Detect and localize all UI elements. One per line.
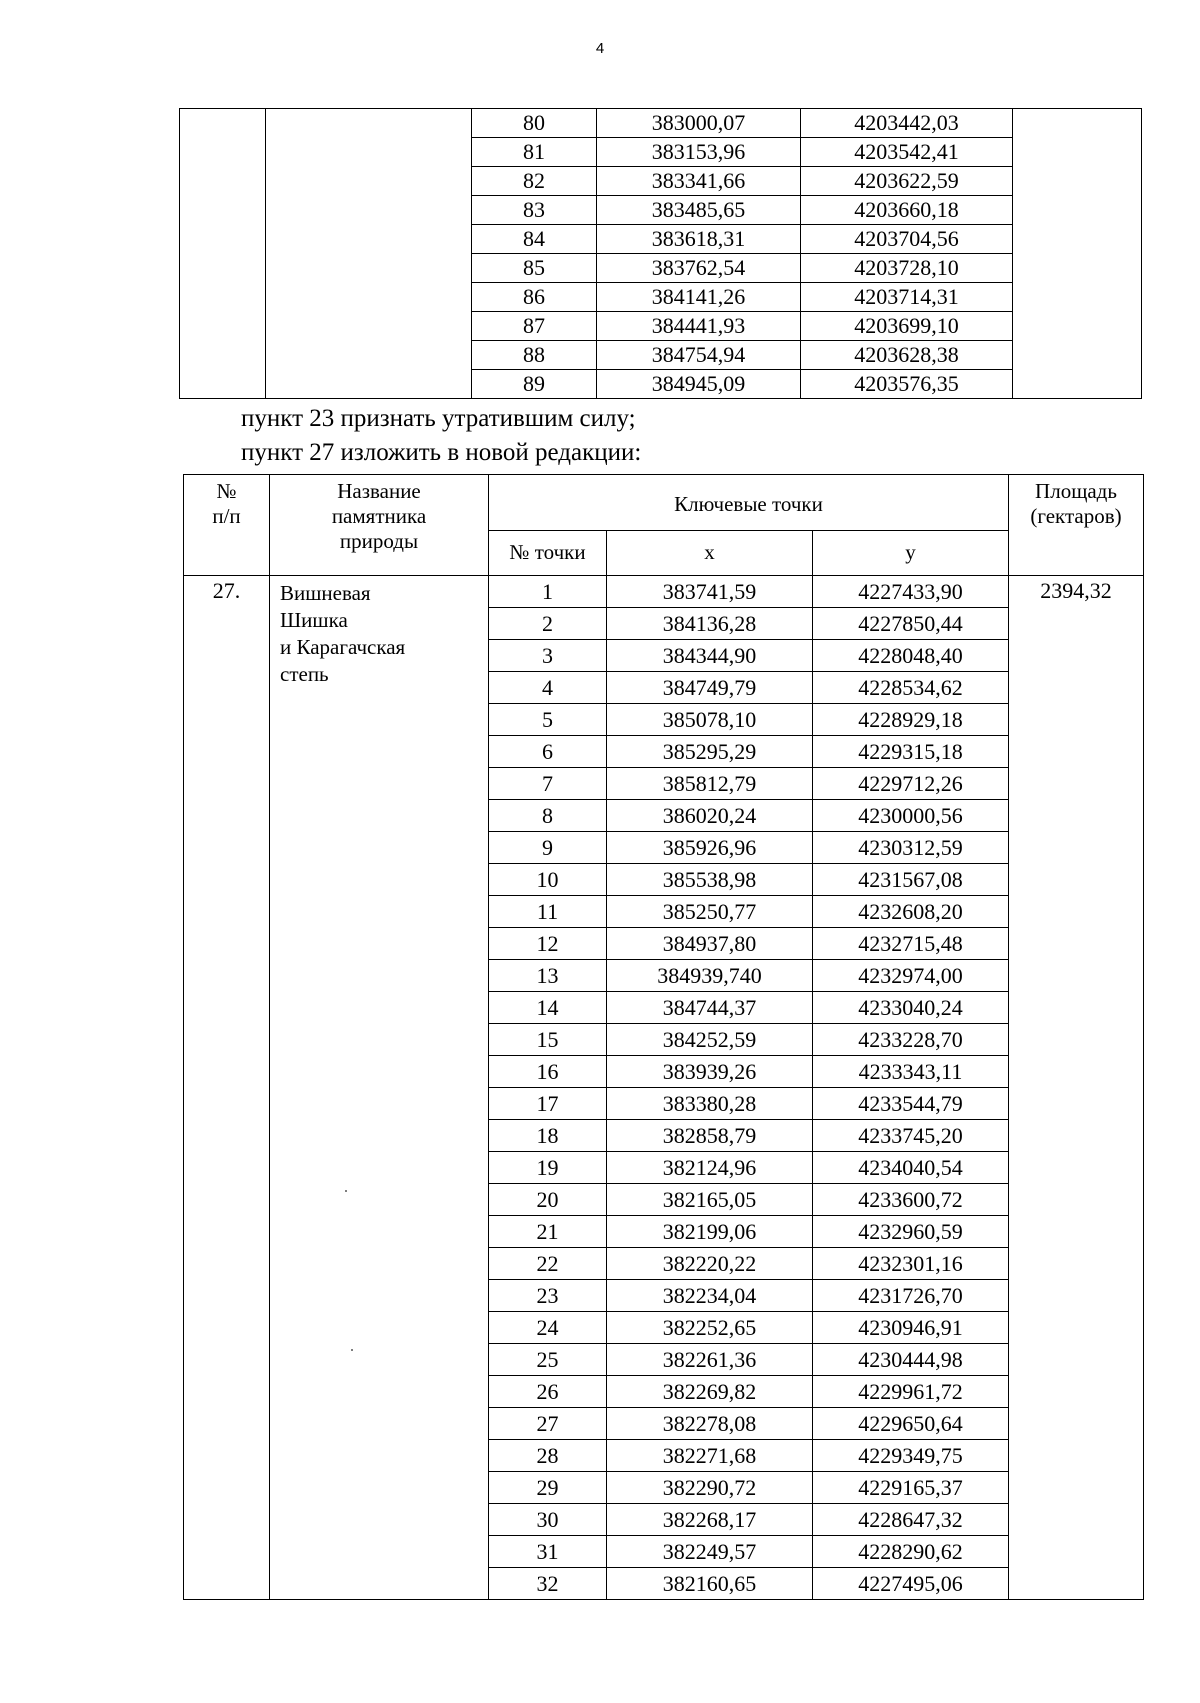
x-coordinate-cell: 382124,96 (607, 1152, 813, 1184)
y-coordinate-cell: 4232301,16 (813, 1248, 1009, 1280)
point-number-cell: 89 (472, 370, 597, 399)
x-coordinate-cell: 382268,17 (607, 1504, 813, 1536)
y-coordinate-cell: 4233600,72 (813, 1184, 1009, 1216)
point-number-cell: 13 (489, 960, 607, 992)
x-coordinate-cell: 383762,54 (597, 254, 801, 283)
y-coordinate-cell: 4232715,48 (813, 928, 1009, 960)
point-number-cell: 20 (489, 1184, 607, 1216)
y-coordinate-cell: 4229961,72 (813, 1376, 1009, 1408)
x-coordinate-cell: 383741,59 (607, 576, 813, 608)
empty-cell (180, 109, 266, 399)
y-coordinate-cell: 4230444,98 (813, 1344, 1009, 1376)
point-number-cell: 22 (489, 1248, 607, 1280)
header-number: № п/п (184, 475, 270, 576)
x-coordinate-cell: 385812,79 (607, 768, 813, 800)
y-coordinate-cell: 4232960,59 (813, 1216, 1009, 1248)
y-coordinate-cell: 4233745,20 (813, 1120, 1009, 1152)
paragraph-item-27: пункт 27 изложить в новой редакции: (241, 439, 642, 466)
point-number-cell: 23 (489, 1280, 607, 1312)
point-number-cell: 29 (489, 1472, 607, 1504)
x-coordinate-cell: 382261,36 (607, 1344, 813, 1376)
x-coordinate-cell: 385078,10 (607, 704, 813, 736)
point-number-cell: 24 (489, 1312, 607, 1344)
y-coordinate-cell: 4203699,10 (801, 312, 1013, 341)
point-number-cell: 85 (472, 254, 597, 283)
point-number-cell: 83 (472, 196, 597, 225)
x-coordinate-cell: 384939,740 (607, 960, 813, 992)
x-coordinate-cell: 385250,77 (607, 896, 813, 928)
y-coordinate-cell: 4227850,44 (813, 608, 1009, 640)
monument-name-cell (270, 576, 489, 1600)
table-body (184, 576, 1144, 1600)
table-row (184, 576, 1144, 608)
table-row (180, 109, 1142, 138)
area-cell: 2394,32 (1009, 576, 1144, 1600)
scan-speck (351, 1349, 353, 1351)
y-coordinate-cell: 4230000,56 (813, 800, 1009, 832)
point-number-cell: 32 (489, 1568, 607, 1600)
point-number-cell: 87 (472, 312, 597, 341)
y-coordinate-cell: 4203442,03 (801, 109, 1013, 138)
y-coordinate-cell: 4203542,41 (801, 138, 1013, 167)
x-coordinate-cell: 384441,93 (597, 312, 801, 341)
point-number-cell: 11 (489, 896, 607, 928)
x-coordinate-cell: 384754,94 (597, 341, 801, 370)
x-coordinate-cell: 383153,96 (597, 138, 801, 167)
x-coordinate-cell: 384937,80 (607, 928, 813, 960)
point-number-cell: 80 (472, 109, 597, 138)
y-coordinate-cell: 4203660,18 (801, 196, 1013, 225)
x-coordinate-cell: 384136,28 (607, 608, 813, 640)
header-point-number: № точки (489, 531, 607, 576)
x-coordinate-cell: 386020,24 (607, 800, 813, 832)
y-coordinate-cell: 4228647,32 (813, 1504, 1009, 1536)
point-number-cell: 28 (489, 1440, 607, 1472)
x-coordinate-cell: 382271,68 (607, 1440, 813, 1472)
y-coordinate-cell: 4203576,35 (801, 370, 1013, 399)
y-coordinate-cell: 4203704,56 (801, 225, 1013, 254)
point-number-cell: 7 (489, 768, 607, 800)
table-header (184, 475, 1144, 576)
x-coordinate-cell: 382234,04 (607, 1280, 813, 1312)
y-coordinate-cell: 4203714,31 (801, 283, 1013, 312)
page-number: 4 (595, 40, 605, 57)
point-number-cell: 2 (489, 608, 607, 640)
point-number-cell: 26 (489, 1376, 607, 1408)
y-coordinate-cell: 4203728,10 (801, 254, 1013, 283)
y-coordinate-cell: 4231567,08 (813, 864, 1009, 896)
y-coordinate-cell: 4230312,59 (813, 832, 1009, 864)
y-coordinate-cell: 4227433,90 (813, 576, 1009, 608)
x-coordinate-cell: 382220,22 (607, 1248, 813, 1280)
x-coordinate-cell: 382249,57 (607, 1536, 813, 1568)
point-number-cell: 8 (489, 800, 607, 832)
y-coordinate-cell: 4229650,64 (813, 1408, 1009, 1440)
point-number-cell: 17 (489, 1088, 607, 1120)
coordinates-table-continued-body (180, 109, 1142, 399)
x-coordinate-cell: 384744,37 (607, 992, 813, 1024)
scan-speck (345, 1190, 347, 1192)
point-number-cell: 4 (489, 672, 607, 704)
point-number-cell: 3 (489, 640, 607, 672)
header-key-points: Ключевые точки (489, 475, 1009, 531)
x-coordinate-cell: 383000,07 (597, 109, 801, 138)
y-coordinate-cell: 4229165,37 (813, 1472, 1009, 1504)
x-coordinate-cell: 382199,06 (607, 1216, 813, 1248)
point-number-cell: 5 (489, 704, 607, 736)
point-number-cell: 16 (489, 1056, 607, 1088)
x-coordinate-cell: 384945,09 (597, 370, 801, 399)
x-coordinate-cell: 383618,31 (597, 225, 801, 254)
y-coordinate-cell: 4203628,38 (801, 341, 1013, 370)
y-coordinate-cell: 4228929,18 (813, 704, 1009, 736)
y-coordinate-cell: 4230946,91 (813, 1312, 1009, 1344)
x-coordinate-cell: 382160,65 (607, 1568, 813, 1600)
point-number-cell: 82 (472, 167, 597, 196)
y-coordinate-cell: 4234040,54 (813, 1152, 1009, 1184)
x-coordinate-cell: 384749,79 (607, 672, 813, 704)
empty-cell (266, 109, 472, 399)
point-number-cell: 6 (489, 736, 607, 768)
point-number-cell: 84 (472, 225, 597, 254)
header-x: x (607, 531, 813, 576)
header-y: y (813, 531, 1009, 576)
x-coordinate-cell: 382165,05 (607, 1184, 813, 1216)
x-coordinate-cell: 383341,66 (597, 167, 801, 196)
point-number-cell: 31 (489, 1536, 607, 1568)
point-number-cell: 14 (489, 992, 607, 1024)
point-number-cell: 21 (489, 1216, 607, 1248)
x-coordinate-cell: 383485,65 (597, 196, 801, 225)
item-number-cell: 27. (184, 576, 270, 1600)
y-coordinate-cell: 4233040,24 (813, 992, 1009, 1024)
point-number-cell: 86 (472, 283, 597, 312)
x-coordinate-cell: 382290,72 (607, 1472, 813, 1504)
point-number-cell: 25 (489, 1344, 607, 1376)
coordinates-table-continued (179, 108, 1142, 399)
y-coordinate-cell: 4233343,11 (813, 1056, 1009, 1088)
y-coordinate-cell: 4233544,79 (813, 1088, 1009, 1120)
y-coordinate-cell: 4232974,00 (813, 960, 1009, 992)
point-number-cell: 10 (489, 864, 607, 896)
point-number-cell: 15 (489, 1024, 607, 1056)
y-coordinate-cell: 4229315,18 (813, 736, 1009, 768)
x-coordinate-cell: 384141,26 (597, 283, 801, 312)
point-number-cell: 81 (472, 138, 597, 167)
y-coordinate-cell: 4229712,26 (813, 768, 1009, 800)
y-coordinate-cell: 4233228,70 (813, 1024, 1009, 1056)
point-number-cell: 12 (489, 928, 607, 960)
point-number-cell: 9 (489, 832, 607, 864)
x-coordinate-cell: 383380,28 (607, 1088, 813, 1120)
empty-cell (1013, 109, 1142, 399)
x-coordinate-cell: 382858,79 (607, 1120, 813, 1152)
monument-name: Вишневая Шишка и Карагачская степь (280, 581, 406, 686)
x-coordinate-cell: 385295,29 (607, 736, 813, 768)
y-coordinate-cell: 4228534,62 (813, 672, 1009, 704)
point-number-cell: 18 (489, 1120, 607, 1152)
y-coordinate-cell: 4231726,70 (813, 1280, 1009, 1312)
x-coordinate-cell: 385538,98 (607, 864, 813, 896)
y-coordinate-cell: 4229349,75 (813, 1440, 1009, 1472)
x-coordinate-cell: 382252,65 (607, 1312, 813, 1344)
natural-monument-table (183, 474, 1144, 1600)
y-coordinate-cell: 4228290,62 (813, 1536, 1009, 1568)
point-number-cell: 30 (489, 1504, 607, 1536)
point-number-cell: 27 (489, 1408, 607, 1440)
point-number-cell: 19 (489, 1152, 607, 1184)
y-coordinate-cell: 4227495,06 (813, 1568, 1009, 1600)
point-number-cell: 88 (472, 341, 597, 370)
x-coordinate-cell: 382278,08 (607, 1408, 813, 1440)
x-coordinate-cell: 382269,82 (607, 1376, 813, 1408)
x-coordinate-cell: 385926,96 (607, 832, 813, 864)
y-coordinate-cell: 4203622,59 (801, 167, 1013, 196)
x-coordinate-cell: 384344,90 (607, 640, 813, 672)
y-coordinate-cell: 4232608,20 (813, 896, 1009, 928)
point-number-cell: 1 (489, 576, 607, 608)
header-name: Название памятника природы (270, 475, 489, 576)
x-coordinate-cell: 383939,26 (607, 1056, 813, 1088)
header-area: Площадь (гектаров) (1009, 475, 1144, 576)
y-coordinate-cell: 4228048,40 (813, 640, 1009, 672)
paragraph-item-23: пункт 23 признать утратившим силу; (241, 405, 636, 432)
x-coordinate-cell: 384252,59 (607, 1024, 813, 1056)
